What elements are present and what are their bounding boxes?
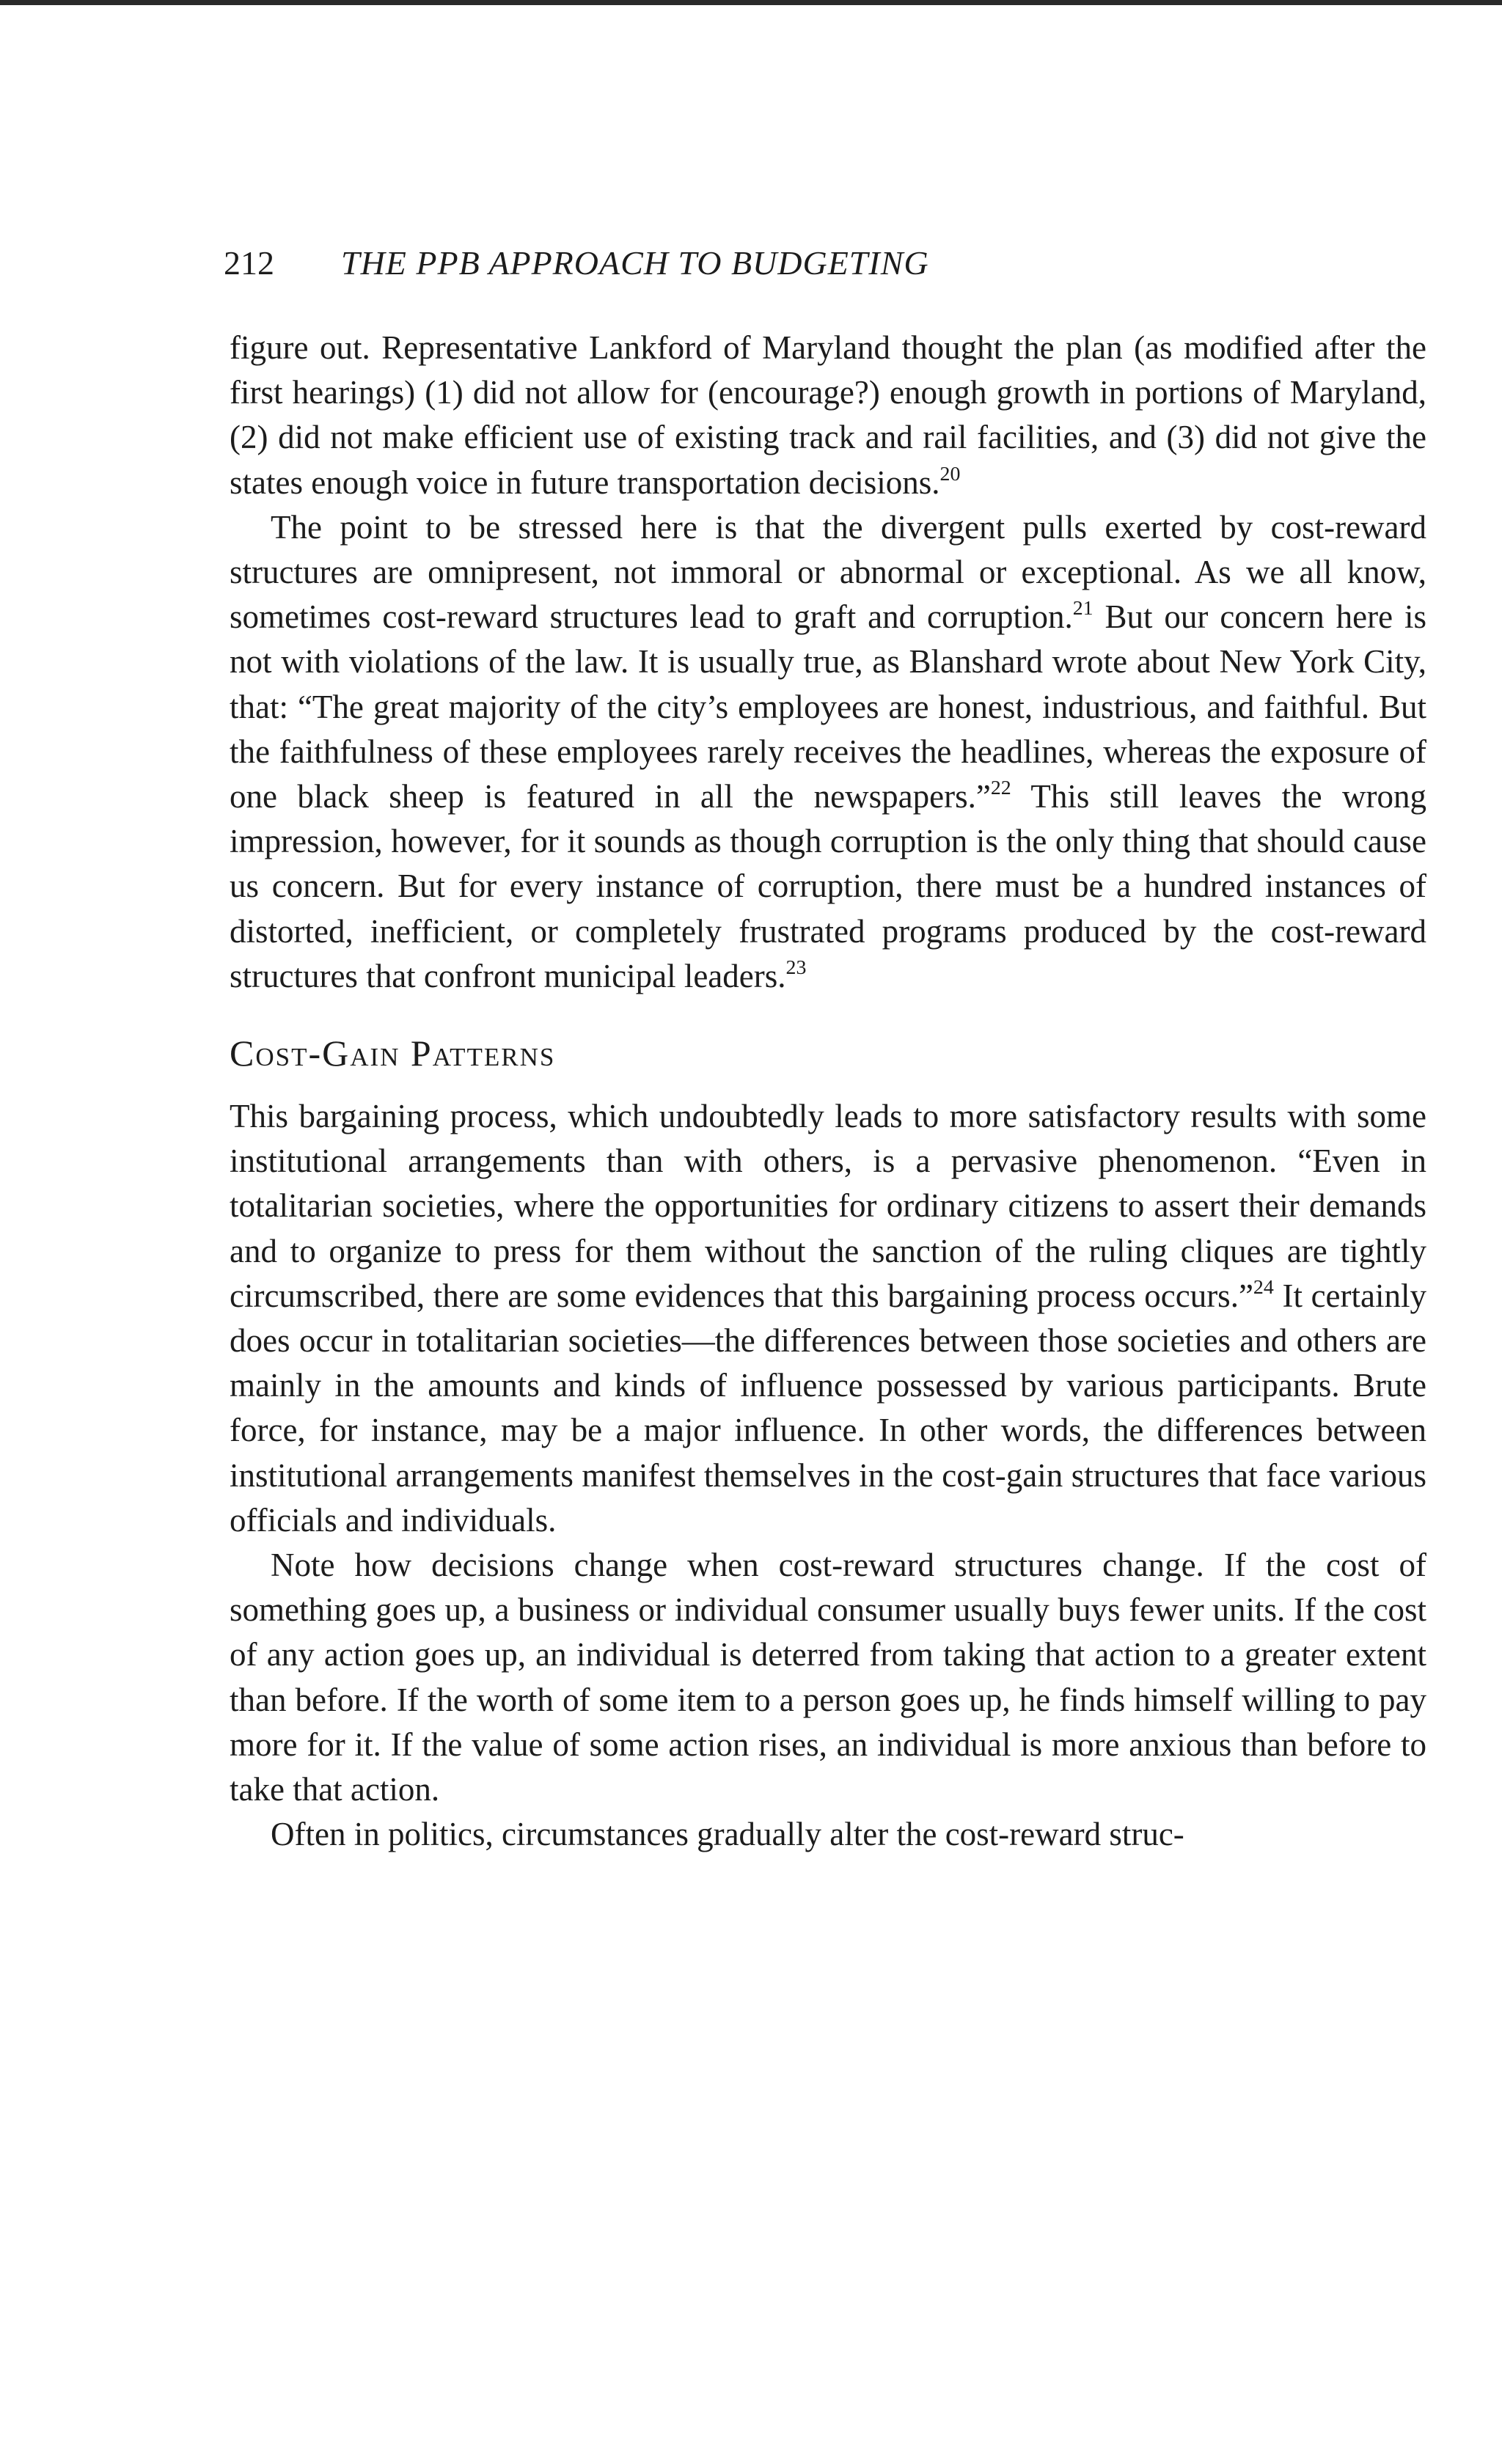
paragraph-text: figure out. Representative Lankford of Maryland thought the plan (as modified after the first hearings) (1) did not allow for (encourage?) enough growth in portions of Maryland, (2) did not make efficient use of existing track and rail facilities, and (3) did not give the states enough voice in future transportation decisions. — [230, 329, 1426, 501]
section-heading: Cost-Gain Patterns — [230, 1033, 556, 1074]
paragraph-continued — [230, 326, 1426, 505]
paragraph-text: Often in politics, circumstances gradually alter the cost-reward struc- — [271, 1816, 1184, 1853]
footnote-ref: 21 — [1072, 597, 1093, 620]
footnote-ref: 20 — [939, 462, 961, 485]
running-head: THE PPB APPROACH TO BUDGETING — [341, 244, 929, 282]
footnote-ref: 24 — [1253, 1275, 1274, 1299]
page-number: 212 — [224, 244, 274, 282]
footnote-ref: 22 — [990, 776, 1011, 799]
page-header — [224, 243, 1426, 295]
top-border-rule — [0, 0, 1502, 5]
paragraph-text: This still leaves the wrong impression, however, for it sounds as though corruption is the only thing that should cause us concern. But for every instance of corruption, there must be a hundred instances of distorted, inefficient, or completely frustrated programs produced by the cost-reward structures that confront municipal leaders. — [230, 778, 1426, 994]
paragraph-text: The point to be stressed here is that the divergent pulls exerted by cost-reward structures are omnipresent, not immoral or abnormal or exceptional. As we all know, sometimes cost-reward structures lead to graft and corruption. — [230, 508, 1426, 636]
paragraph-text: This bargaining process, which undoubtedly leads to more satisfactory results with some institutional arrangements than with others, is a pervasive phenomenon. “Even in totalitarian societies, where the opportunities for ordinary citizens to assert their demands and to organize to press for them without the sanction of the ruling cliques are tightly circumscribed, there are some evidences that this bargaining process occurs.” — [230, 1098, 1426, 1314]
paragraph-text: It certainly does occur in totalitarian societies—the differences between those societies and others are mainly in the amounts and kinds of influence possessed by various participants. Brute force, for instance, may be a major influence. In other words, the differences between institutional arrangements manifest themselves in the cost-gain structures that face various officials and individuals. — [230, 1277, 1426, 1539]
paragraph-text: Note how decisions change when cost-reward structures change. If the cost of something goes up, a business or individual consumer usually buys fewer units. If the cost of any action goes up, an individual is deterred from taking that action to a greater extent than before. If the worth of some item to a person goes up, he finds himself willing to pay more for it. If the value of some action rises, an individual is more anxious than before to take that action. — [230, 1547, 1426, 1808]
paragraph — [230, 1094, 1426, 1543]
body-text — [230, 326, 1426, 1858]
paragraph — [230, 1812, 1426, 1857]
paragraph — [230, 1543, 1426, 1812]
paragraph-text: But our concern here is not with violations of the law. It is usually true, as Blanshard wrote about New York City, that: “The great majority of the city’s employees are honest, industrious, and faithful. But the faithfulness of these employees rarely receives the headlines, whereas the exposure of one black sheep is featured in all the newspapers.” — [230, 598, 1426, 815]
paragraph — [230, 505, 1426, 999]
footnote-ref: 23 — [785, 956, 807, 979]
